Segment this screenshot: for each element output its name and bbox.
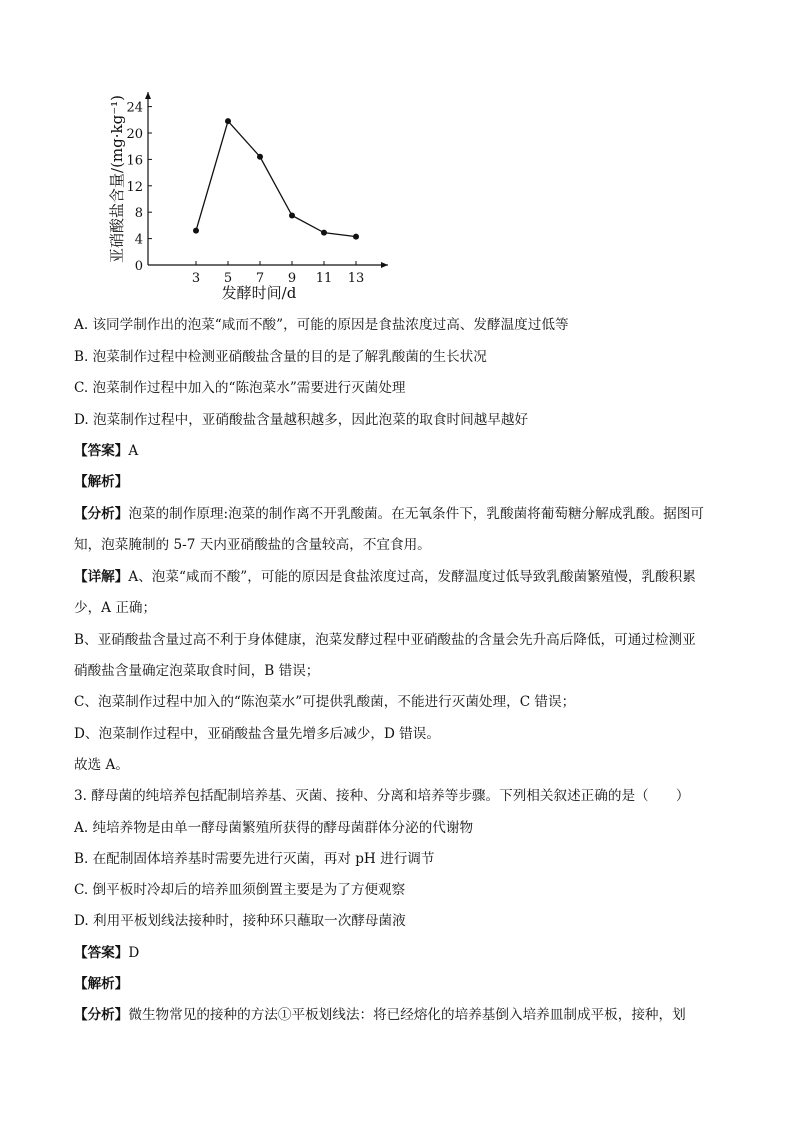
- data-point: [353, 234, 359, 240]
- series-line: [196, 121, 356, 237]
- xiangjie-tag: 【详解】: [74, 569, 129, 585]
- q2-option-d: D. 泡菜制作过程中，亚硝酸盐含量越积越多，因此泡菜的取食时间越早越好: [74, 412, 529, 428]
- q3-option-d: D. 利用平板划线法接种时，接种环只蘸取一次酵母菌液: [74, 913, 406, 929]
- q2-c-line: C、泡菜制作过程中加入的“陈泡菜水”可提供乳酸菌，不能进行灭菌处理，C 错误；: [74, 694, 576, 710]
- q3-analysis-tag: 【解析】: [74, 976, 129, 992]
- q2-b-line-2: 硝酸盐含量确定泡菜取食时间，B 错误；: [74, 663, 320, 679]
- answer-tag: 【答案】: [74, 945, 129, 961]
- y-tick-label: 16: [126, 153, 143, 169]
- q2-fenxi-line-1: [74, 504, 734, 524]
- q2-conclusion: 故选 A。: [74, 757, 129, 773]
- y-axis-label: 亚硝酸盐含量/(mg·kg⁻¹): [108, 95, 126, 263]
- data-point: [321, 230, 327, 236]
- fenxi-tag: 【分析】: [74, 506, 129, 522]
- x-tick-label: 3: [191, 271, 201, 286]
- x-tick-label: 7: [255, 271, 265, 286]
- q2-analysis-tag: 【解析】: [74, 474, 129, 490]
- fenxi-text: 微生物常见的接种的方法①平板划线法：将已经熔化的培养基倒入培养皿制成平板，接种，划: [128, 1007, 686, 1023]
- x-tick-label: 5: [223, 271, 233, 286]
- q2-b-line-1: B、亚硝酸盐含量过高不利于身体健康，泡菜发酵过程中亚硝酸盐的含量会先升高后降低，可通过检测亚: [74, 632, 696, 648]
- q3-stem: 3. 酵母菌的纯培养包括配制培养基、灭菌、接种、分离和培养等步骤。下列相关叙述正确的是（ ）: [74, 788, 690, 804]
- y-tick-label: 4: [134, 232, 143, 248]
- q2-option-b: B. 泡菜制作过程中检测亚硝酸盐含量的目的是了解乳酸菌的生长状况: [74, 349, 487, 365]
- q3-option-a: A. 纯培养物是由单一酵母菌繁殖所获得的酵母菌群体分泌的代谢物: [74, 820, 474, 836]
- y-tick-label: 8: [134, 206, 143, 222]
- answer-tag: 【答案】: [74, 443, 129, 459]
- q3-fenxi-line-1: [74, 1005, 734, 1025]
- q3-option-b: B. 在配制固体培养基时需要先进行灭菌，再对 pH 进行调节: [74, 851, 435, 867]
- answer-value: D: [128, 945, 140, 961]
- y-tick-label: 0: [134, 259, 143, 274]
- y-tick-label: 24: [126, 100, 143, 116]
- x-tick-label: 13: [347, 271, 365, 286]
- fenxi-tag: 【分析】: [74, 1007, 129, 1023]
- data-point: [289, 213, 295, 219]
- q2-xiangjie-line-2: 少，A 正确；: [74, 600, 157, 616]
- x-axis-label: 发酵时间/d: [221, 284, 297, 302]
- y-axis-arrow: [145, 92, 151, 99]
- q3-answer-line: [74, 943, 734, 963]
- nitrite-line-chart: [100, 84, 400, 306]
- chart-series: [193, 118, 359, 240]
- xiangjie-text: A、泡菜“咸而不酸”，可能的原因是食盐浓度过高，发酵温度过低导致乳酸菌繁殖慢，乳酸积累: [128, 569, 696, 585]
- x-axis-arrow: [381, 262, 388, 268]
- chart-axes: [145, 92, 388, 268]
- data-point: [193, 228, 199, 234]
- q2-answer-line: [74, 441, 734, 461]
- q2-option-a: A. 该同学制作出的泡菜“咸而不酸”，可能的原因是食盐浓度过高、发酵温度过低等: [74, 317, 569, 333]
- q2-option-c: C. 泡菜制作过程中加入的“陈泡菜水”需要进行灭菌处理: [74, 380, 406, 396]
- q3-option-c: C. 倒平板时冷却后的培养皿须倒置主要是为了方便观察: [74, 882, 406, 898]
- y-tick-label: 20: [126, 127, 143, 142]
- q2-fenxi-line-2: 知，泡菜腌制的 5-7 天内亚硝酸盐的含量较高，不宜食用。: [74, 537, 431, 553]
- data-point: [257, 154, 263, 160]
- fenxi-text: 泡菜的制作原理:泡菜的制作离不开乳酸菌。在无氧条件下，乳酸菌将葡萄糖分解成乳酸。据图可: [128, 506, 704, 522]
- x-tick-label: 9: [287, 271, 297, 286]
- q2-d-line: D、泡菜制作过程中，亚硝酸盐含量先增多后减少，D 错误。: [74, 726, 440, 742]
- q2-xiangjie-line-1: [74, 567, 734, 587]
- y-tick-label: 12: [126, 179, 143, 195]
- data-point: [225, 118, 231, 124]
- x-tick-label: 11: [315, 271, 333, 286]
- answer-value: A: [128, 443, 139, 459]
